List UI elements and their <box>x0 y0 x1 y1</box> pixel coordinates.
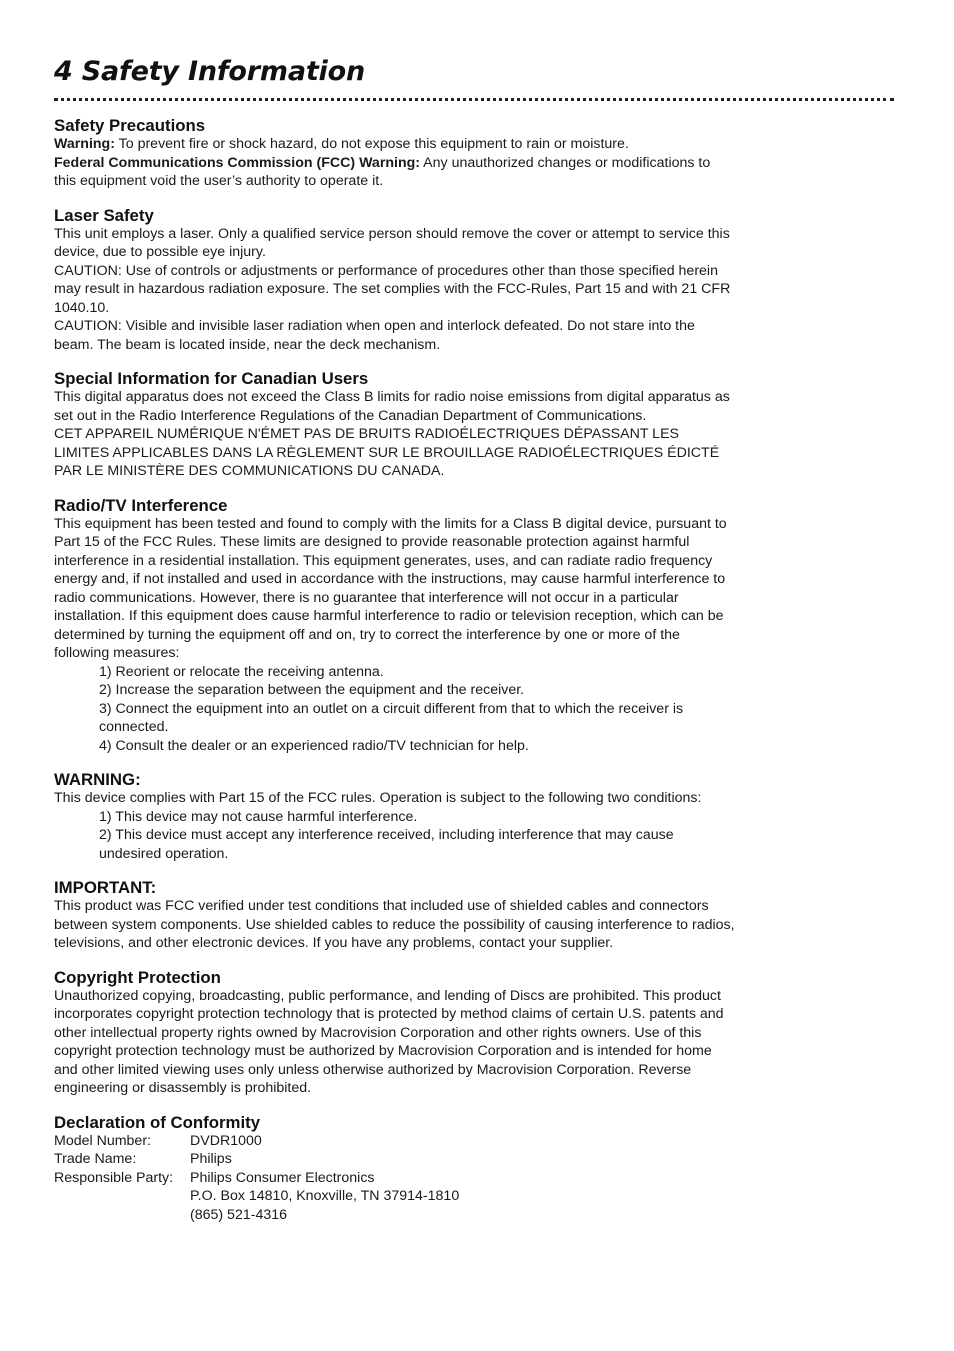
warning-text: To prevent fire or shock hazard, do not expose this equipment to rain or moisture. <box>114 136 629 152</box>
list-item: 3) Connect the equipment into an outlet on a circuit different from that to which the receiver is connected. <box>99 700 684 735</box>
section-laser-safety <box>54 206 736 355</box>
paragraph: CET APPAREIL NUMÉRIQUE N'ÉMET PAS DE BRUITS RADIOÉLECTRIQUES DÉPASSANT LES LIMITES APPLICABLES DANS LA RÈGLEMENT SUR LE BROUILLAGE RADIOÉLECTRIQUES ÉDICTÉ PAR LE MINISTÈRE DES COMMUNICATIONS DU CANADA. <box>54 426 720 479</box>
section-declaration-of-conformity <box>54 1113 736 1225</box>
responsible-party-label: Responsible Party: <box>54 1169 174 1186</box>
paragraph: This product was FCC verified under test conditions that included use of shielded cables and connectors between system components. Use shielded cables to reduce the possibility of causing interference to radios, televisions, and other electronic devices. If you have any problems, contact your supplier. <box>54 898 735 951</box>
trade-name-value: Philips <box>190 1151 232 1167</box>
list-item: 2) Increase the separation between the equipment and the receiver. <box>99 682 525 698</box>
model-number-value: DVDR1000 <box>190 1132 262 1149</box>
section-canadian-users <box>54 369 736 481</box>
measures-list <box>54 663 736 756</box>
section-heading: WARNING: <box>54 770 141 789</box>
declaration-table <box>54 1132 736 1225</box>
paragraph: This digital apparatus does not exceed the Class B limits for radio noise emissions from digital apparatus as set out in the Radio Interference Regulations of the Canadian Department of Communications. <box>54 389 730 424</box>
fcc-warning-text: Any unauthorized changes or modifications to this equipment void the user’s authority to operate it. <box>54 154 711 189</box>
section-safety-precautions <box>54 116 736 191</box>
warning-paragraph <box>54 135 736 154</box>
dotted-divider <box>54 98 894 101</box>
list-item: 1) Reorient or relocate the receiving antenna. <box>99 663 384 680</box>
list-item: 4) Consult the dealer or an experienced radio/TV technician for help. <box>99 737 529 754</box>
conditions-list <box>54 808 736 864</box>
fcc-warning-label: Federal Communications Commission (FCC) Warning: <box>54 154 421 171</box>
list-item: 2) This device must accept any interference received, including interference that may cause undesired operation. <box>99 827 674 862</box>
paragraph: This device complies with Part 15 of the FCC rules. Operation is subject to the following two conditions: <box>54 790 702 806</box>
model-number-label: Model Number: <box>54 1132 151 1149</box>
responsible-party-name: Philips Consumer Electronics <box>190 1169 375 1186</box>
paragraph: This unit employs a laser. Only a qualified service person should remove the cover or attempt to service this device, due to possible eye injury. <box>54 225 730 260</box>
spacer <box>54 1206 190 1225</box>
trade-name-label: Trade Name: <box>54 1151 137 1167</box>
spacer <box>54 1187 190 1206</box>
fcc-warning-paragraph <box>54 154 736 191</box>
section-heading: Radio/TV Interference <box>54 495 228 515</box>
section-heading: Laser Safety <box>54 205 154 225</box>
paragraph: Unauthorized copying, broadcasting, public performance, and lending of Discs are prohibited. This product incorporates copyright protection technology that is protected by method claims of certain U.S. patents and other intellectual property rights owned by Macrovision Corporation and other rights owners. Use of this copyright protection technology must be authorized by Macrovision Corporation and is intended for home and other limited viewing uses only unless otherwise authorized by Macrovision Corporation. Reverse engineering or disassembly is prohibited. <box>54 987 724 1096</box>
section-radio-tv-interference <box>54 496 736 756</box>
section-heading: Declaration of Conformity <box>54 1112 261 1132</box>
section-heading: Safety Precautions <box>54 116 206 135</box>
section-important <box>54 878 736 953</box>
section-heading: Special Information for Canadian Users <box>54 369 369 388</box>
list-item: 1) This device may not cause harmful interference. <box>99 808 418 825</box>
responsible-party-address: P.O. Box 14810, Knoxville, TN 37914-1810 <box>190 1188 460 1204</box>
section-heading: Copyright Protection <box>54 967 221 987</box>
document-body <box>54 116 736 1239</box>
paragraph: CAUTION: Visible and invisible laser radiation when open and interlock defeated. Do not stare into the beam. The beam is located inside, near the deck mechanism. <box>54 318 695 353</box>
section-warning <box>54 770 736 863</box>
warning-label: Warning: <box>54 136 115 152</box>
section-heading: IMPORTANT: <box>54 878 157 897</box>
section-copyright-protection <box>54 968 736 1098</box>
paragraph: CAUTION: Use of controls or adjustments or performance of procedures other than those specified herein may result in hazardous radiation exposure. The set complies with the FCC-Rules, Part 15 and with 21 CFR 1040.10. <box>54 262 731 316</box>
page-title: 4 Safety Information <box>54 56 365 87</box>
paragraph: This equipment has been tested and found to comply with the limits for a Class B digital device, pursuant to Part 15 of the FCC Rules. These limits are designed to provide reasonable protection against harmful interference in a residential installation. This equipment generates, uses, and can radiate radio frequency energy and, if not installed and used in accordance with the instructions, may cause harmful interference to radio communications. However, there is no guarantee that interference will not occur in a particular installation. If this equipment does cause harmful interference to radio or television reception, which can be determined by turning the equipment off and on, try to correct the interference by one or more of the following measures: <box>54 515 727 661</box>
responsible-party-phone: (865) 521-4316 <box>190 1206 288 1223</box>
